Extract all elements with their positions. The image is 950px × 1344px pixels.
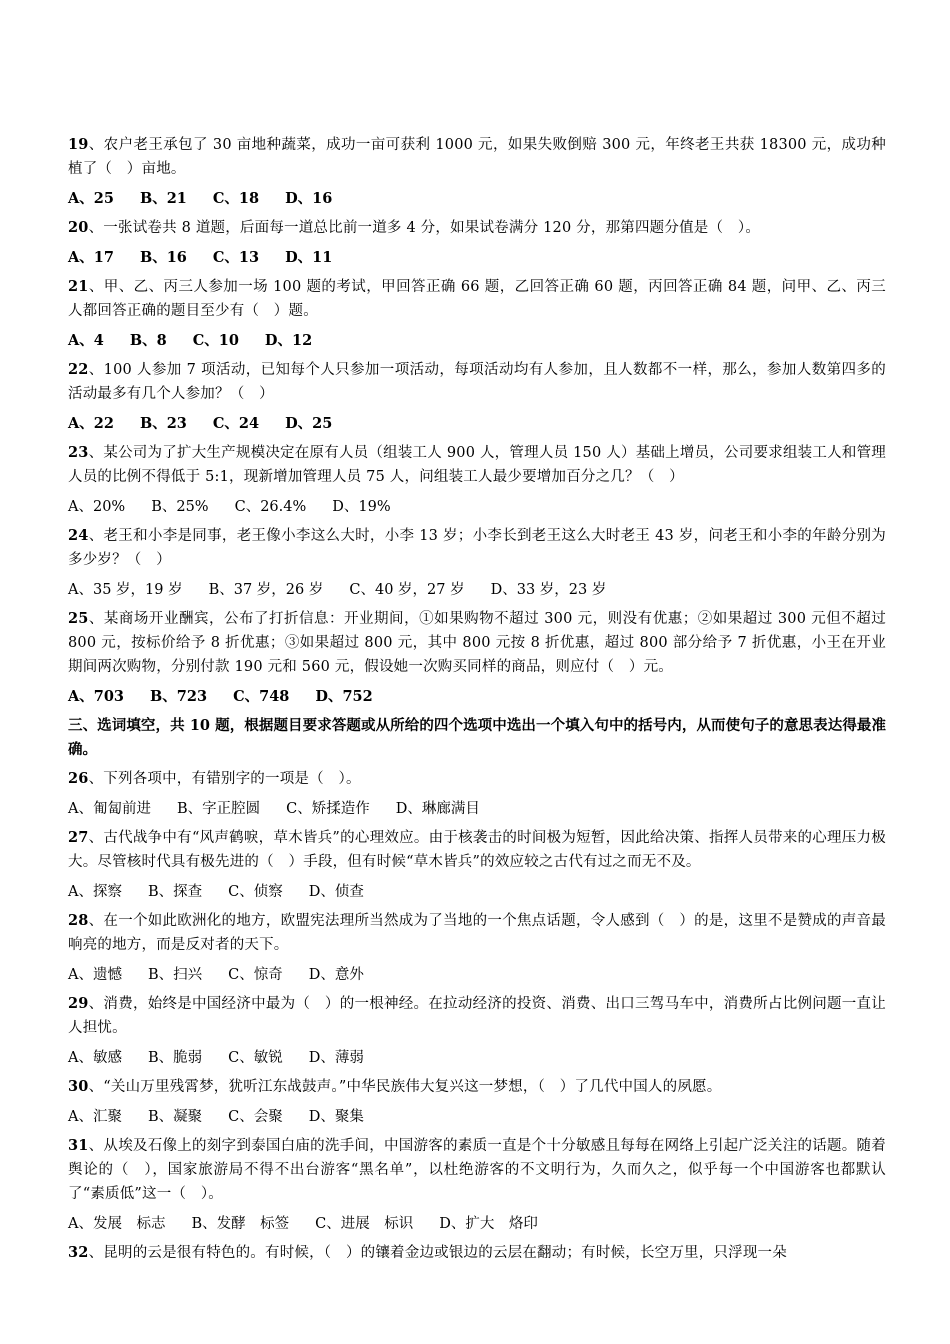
option-a: A、4 (68, 332, 104, 349)
option-a: A、发展 标志 (68, 1216, 166, 1232)
options-27 (68, 880, 886, 904)
question-number: 20 (68, 219, 89, 236)
option-a: A、17 (68, 249, 114, 266)
option-a: A、汇聚 (68, 1109, 122, 1125)
question-text: 、某公司为了扩大生产规模决定在原有人员（组装工人 900 人，管理人员 150 人）基础上增员，公司要求组装工人和管理人员的比例不得低于 5:1，现新增加管理人员 75 人，问组装工人最少要增加百分之几？（ ） (68, 445, 886, 485)
options-20 (68, 246, 886, 270)
options-19 (68, 187, 886, 211)
option-c: C、敏锐 (228, 1050, 283, 1066)
question-30 (68, 1075, 886, 1099)
question-22 (68, 358, 886, 406)
option-c: C、40 岁，27 岁 (349, 582, 465, 598)
options-31 (68, 1212, 886, 1236)
question-number: 27 (68, 829, 89, 846)
option-b: B、脆弱 (147, 1050, 203, 1066)
option-a: A、匍匐前进 (68, 801, 151, 817)
question-28 (68, 909, 886, 957)
option-c: C、24 (212, 415, 260, 432)
option-a: A、22 (68, 415, 114, 432)
question-number: 19 (68, 136, 89, 153)
option-d: D、12 (264, 332, 313, 349)
option-d: D、意外 (308, 967, 364, 983)
option-b: B、探查 (147, 884, 203, 900)
option-a: A、探察 (68, 884, 122, 900)
question-text: 、在一个如此欧洲化的地方，欧盟宪法理所当然成为了当地的一个焦点话题，令人感到（ ）的是，这里不是赞成的声音最响亮的地方，而是反对者的天下。 (68, 913, 886, 953)
option-a: A、35 岁，19 岁 (68, 582, 183, 598)
question-number: 28 (68, 912, 89, 929)
options-24 (68, 578, 886, 602)
option-c: C、惊奇 (228, 967, 283, 983)
option-d: D、扩大 烙印 (439, 1216, 538, 1232)
question-29 (68, 992, 886, 1040)
question-20 (68, 216, 886, 240)
option-b: B、8 (129, 332, 167, 349)
option-d: D、薄弱 (308, 1050, 364, 1066)
option-b: B、字正腔圆 (176, 801, 261, 817)
question-text: 、消费，始终是中国经济中最为（ ）的一根神经。在拉动经济的投资、消费、出口三驾马车中，消费所占比例问题一直让人担忧。 (68, 996, 886, 1036)
question-number: 22 (68, 361, 89, 378)
question-number: 24 (68, 527, 89, 544)
question-19 (68, 133, 886, 181)
option-c: C、13 (212, 249, 260, 266)
question-text: 、下列各项中，有错别字的一项是（ ）。 (88, 771, 361, 787)
question-number: 31 (68, 1137, 89, 1154)
question-23 (68, 441, 886, 489)
question-text: 、昆明的云是很有特色的。有时候，（ ）的镶着金边或银边的云层在翻动；有时候，长空万里，只浮现一朵 (88, 1245, 787, 1261)
option-c: C、侦察 (228, 884, 283, 900)
options-21 (68, 329, 886, 353)
option-c: C、26.4% (234, 499, 307, 515)
question-text: 、“关山万里残霄梦，犹听江东战鼓声。”中华民族伟大复兴这一梦想，（ ）了几代中国人的夙愿。 (88, 1079, 722, 1095)
question-number: 32 (68, 1244, 89, 1261)
exam-page (68, 133, 886, 1265)
options-28 (68, 963, 886, 987)
question-text: 、从埃及石像上的刻字到泰国白庙的洗手间，中国游客的素质一直是个十分敏感且每每在网络上引起广泛关注的话题。随着舆论的（ ），国家旅游局不得不出台游客“黑名单”，以杜绝游客的不文明行为，久而久之，似乎每一个中国游客也都默认了“素质低”这一（ ）。 (68, 1138, 886, 1202)
option-d: D、25 (285, 415, 333, 432)
options-23 (68, 495, 886, 519)
options-22 (68, 412, 886, 436)
option-c: C、进展 标识 (315, 1216, 414, 1232)
question-26 (68, 767, 886, 791)
option-b: B、发酵 标签 (191, 1216, 290, 1232)
question-number: 26 (68, 770, 89, 787)
option-d: D、33 岁，23 岁 (490, 582, 607, 598)
question-text: 、农户老王承包了 30 亩地种蔬菜，成功一亩可获利 1000 元，如果失败倒赔 300 元，年终老王共获 18300 元，成功种植了（ ）亩地。 (68, 137, 886, 177)
question-32 (68, 1241, 886, 1265)
option-c: C、18 (212, 190, 260, 207)
options-25 (68, 685, 886, 709)
question-21 (68, 275, 886, 323)
option-c: C、748 (233, 688, 290, 705)
options-29 (68, 1046, 886, 1070)
option-a: A、25 (68, 190, 114, 207)
question-number: 21 (68, 278, 89, 295)
question-text: 、一张试卷共 8 道题，后面每一道总比前一道多 4 分，如果试卷满分 120 分，那第四题分值是（ ）。 (88, 220, 761, 236)
option-d: D、752 (315, 688, 373, 705)
options-30 (68, 1105, 886, 1129)
question-text: 、某商场开业酬宾，公布了打折信息：开业期间，①如果购物不超过 300 元，则没有优惠；②如果超过 300 元但不超过 800 元，按标价给予 8 折优惠；③如果超过 800 元，其中 800 元按 8 折优惠，超过 800 部分给予 7 折优惠，小王在开业期间两次购物，分别付款 190 元和 560 元，假设她一次购买同样的商品，则应付（ ）元。 (68, 611, 886, 675)
option-c: C、10 (192, 332, 239, 349)
question-number: 29 (68, 995, 89, 1012)
option-d: D、11 (285, 249, 333, 266)
question-number: 25 (68, 610, 89, 627)
question-number: 30 (68, 1078, 89, 1095)
option-b: B、16 (139, 249, 187, 266)
option-d: D、侦查 (308, 884, 364, 900)
option-b: B、23 (139, 415, 187, 432)
option-c: C、矫揉造作 (286, 801, 370, 817)
question-text: 、甲、乙、丙三人参加一场 100 题的考试，甲回答正确 66 题，乙回答正确 60 题，丙回答正确 84 题，问甲、乙、丙三人都回答正确的题目至少有（ ）题。 (68, 279, 886, 319)
option-b: B、25% (151, 499, 209, 515)
option-d: D、19% (332, 499, 391, 515)
option-d: D、聚集 (308, 1109, 364, 1125)
option-c: C、会聚 (228, 1109, 283, 1125)
option-a: A、20% (68, 499, 126, 515)
option-b: B、扫兴 (147, 967, 203, 983)
question-text: 、老王和小李是同事，老王像小李这么大时，小李 13 岁；小李长到老王这么大时老王 43 岁，问老王和小李的年龄分别为多少岁？（ ） (68, 528, 886, 568)
question-24 (68, 524, 886, 572)
option-a: A、敏感 (68, 1050, 122, 1066)
option-b: B、凝聚 (147, 1109, 203, 1125)
option-b: B、37 岁，26 岁 (208, 582, 324, 598)
option-b: B、21 (139, 190, 187, 207)
options-26 (68, 797, 886, 821)
option-d: D、16 (285, 190, 333, 207)
question-text: 、100 人参加 7 项活动，已知每个人只参加一项活动，每项活动均有人参加，且人数都不一样，那么，参加人数第四多的活动最多有几个人参加？（ ） (68, 362, 886, 402)
option-a: A、遗憾 (68, 967, 122, 983)
question-31 (68, 1134, 886, 1206)
option-a: A、703 (68, 688, 125, 705)
section-heading-3: 三、选词填空，共 10 题，根据题目要求答题或从所给的四个选项中选出一个填入句中的括号内，从而使句子的意思表达得最准确。 (68, 717, 886, 758)
question-number: 23 (68, 444, 89, 461)
question-27 (68, 826, 886, 874)
option-d: D、琳廊满目 (395, 801, 480, 817)
question-25 (68, 607, 886, 679)
option-b: B、723 (150, 688, 208, 705)
question-text: 、古代战争中有“风声鹤唳，草木皆兵”的心理效应。由于核袭击的时间极为短暂，因此给决策、指挥人员带来的心理压力极大。尽管核时代具有极先进的（ ）手段，但有时候“草木皆兵”的效应较之古代有过之而无不及。 (68, 830, 886, 870)
